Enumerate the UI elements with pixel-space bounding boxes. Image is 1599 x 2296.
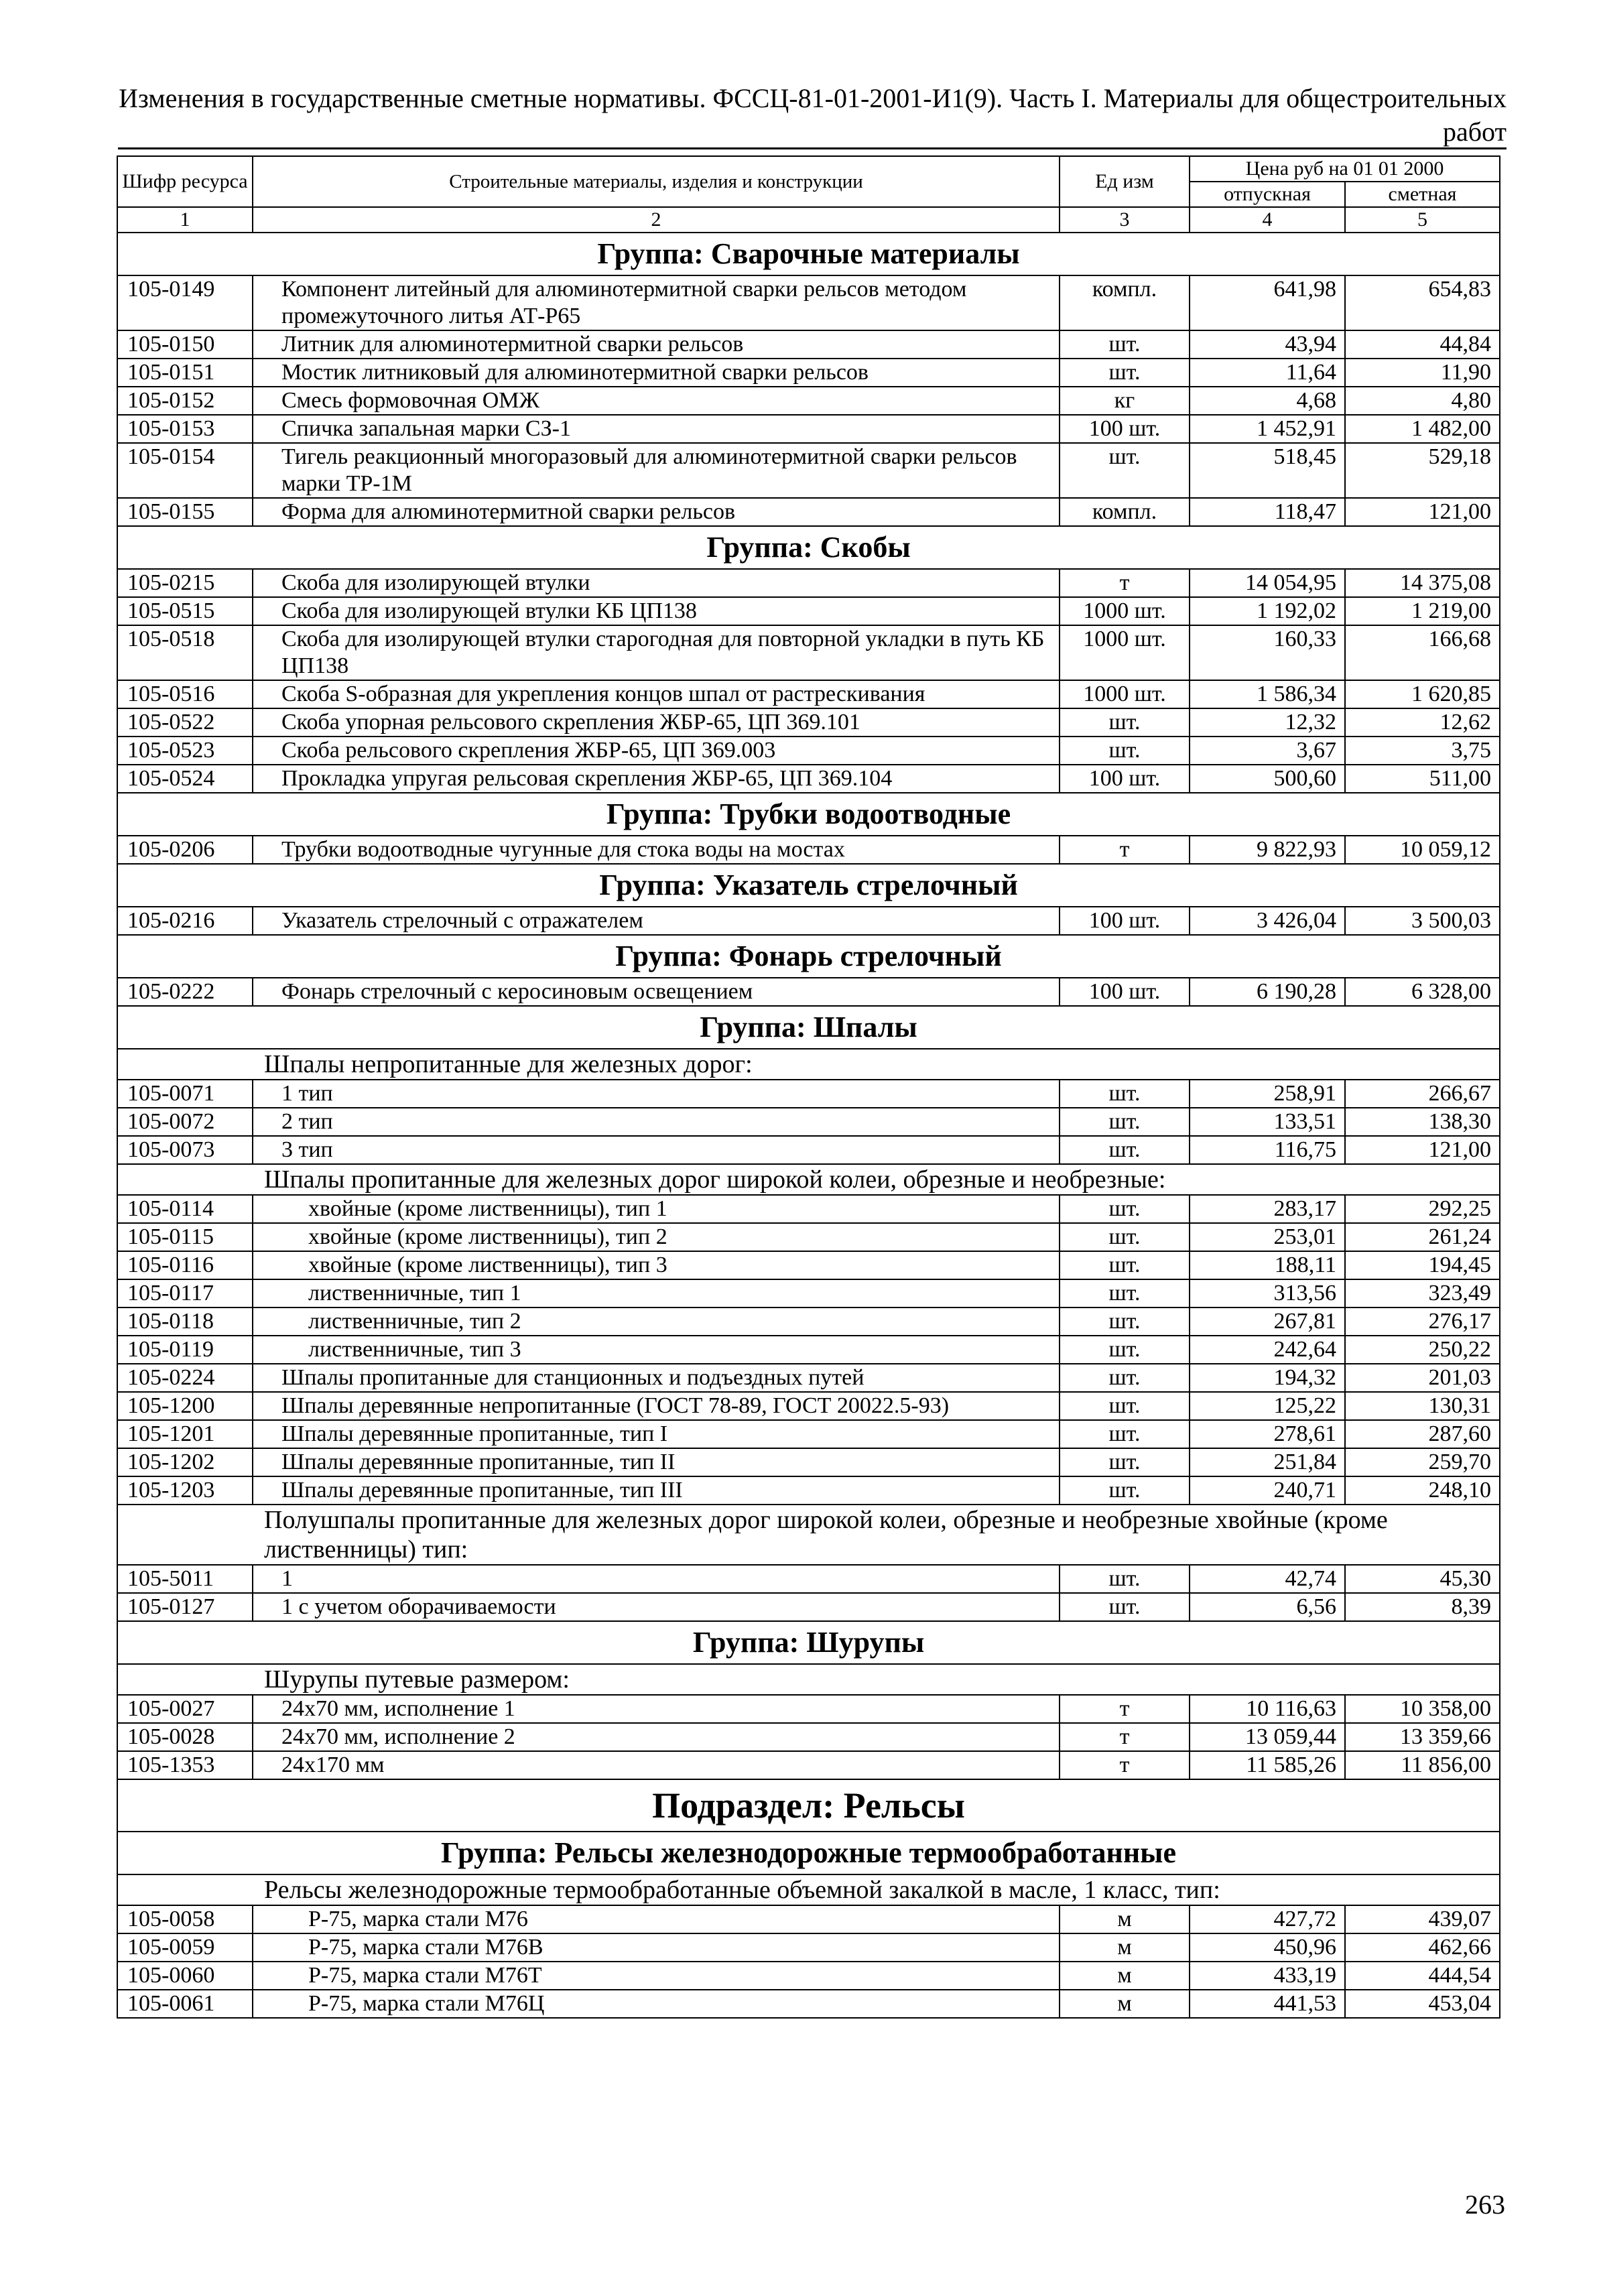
material-name: Р-75, марка стали М76В bbox=[253, 1933, 1060, 1962]
material-name: Трубки водоотводные чугунные для стока воды на мостах bbox=[253, 836, 1060, 864]
table-row bbox=[117, 1279, 1500, 1308]
estimate-price: 201,03 bbox=[1345, 1364, 1500, 1392]
unit-cell: т bbox=[1060, 569, 1190, 597]
estimate-price: 3 500,03 bbox=[1345, 907, 1500, 935]
price-table bbox=[117, 155, 1500, 2019]
estimate-price: 654,83 bbox=[1345, 275, 1500, 330]
material-name: Смесь формовочная ОМЖ bbox=[253, 387, 1060, 415]
unit-cell: 1000 шт. bbox=[1060, 680, 1190, 708]
resource-code: 105-0151 bbox=[117, 359, 253, 387]
resource-code: 105-1202 bbox=[117, 1448, 253, 1476]
group-heading-row bbox=[117, 233, 1500, 275]
table-row bbox=[117, 737, 1500, 765]
material-name: Фонарь стрелочный с керосиновым освещением bbox=[253, 978, 1060, 1006]
group-heading: Группа: Трубки водоотводные bbox=[117, 793, 1500, 836]
table-row bbox=[117, 1195, 1500, 1223]
release-price: 6,56 bbox=[1190, 1593, 1345, 1621]
table-body bbox=[117, 233, 1500, 2018]
material-name: Компонент литейный для алюминотермитной сварки рельсов методом промежуточного литья АТ-Р65 bbox=[253, 275, 1060, 330]
estimate-price: 45,30 bbox=[1345, 1565, 1500, 1593]
group-heading-row bbox=[117, 864, 1500, 907]
unit-cell: 100 шт. bbox=[1060, 765, 1190, 793]
estimate-price: 4,80 bbox=[1345, 387, 1500, 415]
resource-code: 105-5011 bbox=[117, 1565, 253, 1593]
release-price: 6 190,28 bbox=[1190, 978, 1345, 1006]
estimate-price: 444,54 bbox=[1345, 1962, 1500, 1990]
estimate-price: 130,31 bbox=[1345, 1392, 1500, 1420]
table-row bbox=[117, 569, 1500, 597]
release-price: 251,84 bbox=[1190, 1448, 1345, 1476]
resource-code: 105-0522 bbox=[117, 708, 253, 737]
material-name: Скоба для изолирующей втулки КБ ЦП138 bbox=[253, 597, 1060, 625]
table-row bbox=[117, 907, 1500, 935]
resource-code: 105-1201 bbox=[117, 1420, 253, 1448]
unit-cell: шт. bbox=[1060, 1279, 1190, 1308]
subheading-row bbox=[117, 1164, 1500, 1195]
column-number-row bbox=[117, 207, 1500, 233]
unit-cell: компл. bbox=[1060, 498, 1190, 526]
unit-cell: м bbox=[1060, 1933, 1190, 1962]
subheading-text: Рельсы железнодорожные термообработанные объемной закалкой в масле, 1 класс, тип: bbox=[117, 1874, 1500, 1905]
table-row bbox=[117, 1593, 1500, 1621]
material-name: Р-75, марка стали М76Ц bbox=[253, 1990, 1060, 2018]
column-number: 4 bbox=[1190, 207, 1345, 233]
release-price: 278,61 bbox=[1190, 1420, 1345, 1448]
table-row bbox=[117, 498, 1500, 526]
header-estimate-price: сметная bbox=[1345, 182, 1500, 207]
header-code: Шифр ресурса bbox=[117, 156, 253, 207]
unit-cell: шт. bbox=[1060, 1336, 1190, 1364]
estimate-price: 3,75 bbox=[1345, 737, 1500, 765]
release-price: 253,01 bbox=[1190, 1223, 1345, 1251]
material-name: лиственничные, тип 3 bbox=[253, 1336, 1060, 1364]
subheading-text: Шпалы непропитанные для железных дорог: bbox=[117, 1049, 1500, 1080]
header-price: Цена руб на 01 01 2000 bbox=[1190, 156, 1500, 182]
table-row bbox=[117, 330, 1500, 359]
unit-cell: шт. bbox=[1060, 1223, 1190, 1251]
table-row bbox=[117, 625, 1500, 680]
estimate-price: 194,45 bbox=[1345, 1251, 1500, 1279]
column-number: 3 bbox=[1060, 207, 1190, 233]
release-price: 500,60 bbox=[1190, 765, 1345, 793]
estimate-price: 1 620,85 bbox=[1345, 680, 1500, 708]
resource-code: 105-0224 bbox=[117, 1364, 253, 1392]
table-row bbox=[117, 1476, 1500, 1505]
release-price: 10 116,63 bbox=[1190, 1695, 1345, 1723]
unit-cell: шт. bbox=[1060, 1565, 1190, 1593]
header-rule bbox=[118, 147, 1507, 149]
resource-code: 105-0150 bbox=[117, 330, 253, 359]
release-price: 194,32 bbox=[1190, 1364, 1345, 1392]
table-header-row bbox=[117, 156, 1500, 182]
table-row bbox=[117, 1565, 1500, 1593]
estimate-price: 121,00 bbox=[1345, 498, 1500, 526]
table-row bbox=[117, 680, 1500, 708]
table-row bbox=[117, 387, 1500, 415]
page-number: 263 bbox=[1465, 2189, 1505, 2220]
unit-cell: шт. bbox=[1060, 1420, 1190, 1448]
release-price: 11,64 bbox=[1190, 359, 1345, 387]
resource-code: 105-0115 bbox=[117, 1223, 253, 1251]
resource-code: 105-0518 bbox=[117, 625, 253, 680]
table-row bbox=[117, 1392, 1500, 1420]
release-price: 283,17 bbox=[1190, 1195, 1345, 1223]
resource-code: 105-0119 bbox=[117, 1336, 253, 1364]
group-heading: Группа: Указатель стрелочный bbox=[117, 864, 1500, 907]
resource-code: 105-0116 bbox=[117, 1251, 253, 1279]
estimate-price: 248,10 bbox=[1345, 1476, 1500, 1505]
table-row bbox=[117, 1962, 1500, 1990]
release-price: 1 192,02 bbox=[1190, 597, 1345, 625]
group-heading-row bbox=[117, 1006, 1500, 1049]
resource-code: 105-0117 bbox=[117, 1279, 253, 1308]
material-name: 24х70 мм, исполнение 2 bbox=[253, 1723, 1060, 1751]
material-name: 2 тип bbox=[253, 1108, 1060, 1136]
material-name: 3 тип bbox=[253, 1136, 1060, 1164]
table-row bbox=[117, 415, 1500, 443]
group-heading: Группа: Шурупы bbox=[117, 1621, 1500, 1664]
estimate-price: 8,39 bbox=[1345, 1593, 1500, 1621]
subheading-text: Шурупы путевые размером: bbox=[117, 1664, 1500, 1695]
release-price: 1 452,91 bbox=[1190, 415, 1345, 443]
material-name: 1 bbox=[253, 1565, 1060, 1593]
material-name: Скоба упорная рельсового скрепления ЖБР-65, ЦП 369.101 bbox=[253, 708, 1060, 737]
resource-code: 105-1203 bbox=[117, 1476, 253, 1505]
release-price: 441,53 bbox=[1190, 1990, 1345, 2018]
material-name: 24х70 мм, исполнение 1 bbox=[253, 1695, 1060, 1723]
resource-code: 105-0153 bbox=[117, 415, 253, 443]
resource-code: 105-0216 bbox=[117, 907, 253, 935]
estimate-price: 1 219,00 bbox=[1345, 597, 1500, 625]
table-row bbox=[117, 1108, 1500, 1136]
unit-cell: м bbox=[1060, 1990, 1190, 2018]
unit-cell: шт. bbox=[1060, 1448, 1190, 1476]
table-row bbox=[117, 359, 1500, 387]
table-row bbox=[117, 1448, 1500, 1476]
resource-code: 105-0524 bbox=[117, 765, 253, 793]
unit-cell: шт. bbox=[1060, 1364, 1190, 1392]
material-name: Скоба S-образная для укрепления концов шпал от растрескивания bbox=[253, 680, 1060, 708]
subheading-text: Шпалы пропитанные для железных дорог широкой колеи, обрезные и необрезные: bbox=[117, 1164, 1500, 1195]
table-row bbox=[117, 1751, 1500, 1779]
column-number: 2 bbox=[253, 207, 1060, 233]
estimate-price: 138,30 bbox=[1345, 1108, 1500, 1136]
material-name: Указатель стрелочный с отражателем bbox=[253, 907, 1060, 935]
resource-code: 105-0516 bbox=[117, 680, 253, 708]
material-name: хвойные (кроме лиственницы), тип 2 bbox=[253, 1223, 1060, 1251]
subheading-row bbox=[117, 1664, 1500, 1695]
table-row bbox=[117, 836, 1500, 864]
group-heading: Группа: Скобы bbox=[117, 526, 1500, 569]
material-name: Мостик литниковый для алюминотермитной сварки рельсов bbox=[253, 359, 1060, 387]
estimate-price: 259,70 bbox=[1345, 1448, 1500, 1476]
material-name: Шпалы деревянные непропитанные (ГОСТ 78-89, ГОСТ 20022.5-93) bbox=[253, 1392, 1060, 1420]
material-name: Прокладка упругая рельсовая скрепления ЖБР-65, ЦП 369.104 bbox=[253, 765, 1060, 793]
estimate-price: 14 375,08 bbox=[1345, 569, 1500, 597]
unit-cell: шт. bbox=[1060, 1476, 1190, 1505]
release-price: 14 054,95 bbox=[1190, 569, 1345, 597]
table-row bbox=[117, 1990, 1500, 2018]
table-row bbox=[117, 1223, 1500, 1251]
release-price: 118,47 bbox=[1190, 498, 1345, 526]
table-row bbox=[117, 1723, 1500, 1751]
table-row bbox=[117, 1136, 1500, 1164]
material-name: 24х170 мм bbox=[253, 1751, 1060, 1779]
table-row bbox=[117, 708, 1500, 737]
table-row bbox=[117, 275, 1500, 330]
header-release-price: отпускная bbox=[1190, 182, 1345, 207]
release-price: 641,98 bbox=[1190, 275, 1345, 330]
estimate-price: 453,04 bbox=[1345, 1990, 1500, 2018]
group-heading-row bbox=[117, 526, 1500, 569]
material-name: лиственничные, тип 1 bbox=[253, 1279, 1060, 1308]
release-price: 116,75 bbox=[1190, 1136, 1345, 1164]
estimate-price: 287,60 bbox=[1345, 1420, 1500, 1448]
release-price: 12,32 bbox=[1190, 708, 1345, 737]
resource-code: 105-0059 bbox=[117, 1933, 253, 1962]
unit-cell: шт. bbox=[1060, 359, 1190, 387]
column-number: 1 bbox=[117, 207, 253, 233]
release-price: 160,33 bbox=[1190, 625, 1345, 680]
material-name: Шпалы деревянные пропитанные, тип III bbox=[253, 1476, 1060, 1505]
unit-cell: т bbox=[1060, 1751, 1190, 1779]
material-name: хвойные (кроме лиственницы), тип 3 bbox=[253, 1251, 1060, 1279]
resource-code: 105-0071 bbox=[117, 1080, 253, 1108]
unit-cell: шт. bbox=[1060, 443, 1190, 498]
table-row bbox=[117, 765, 1500, 793]
resource-code: 105-0061 bbox=[117, 1990, 253, 2018]
release-price: 450,96 bbox=[1190, 1933, 1345, 1962]
resource-code: 105-0118 bbox=[117, 1308, 253, 1336]
release-price: 242,64 bbox=[1190, 1336, 1345, 1364]
estimate-price: 10 059,12 bbox=[1345, 836, 1500, 864]
resource-code: 105-0073 bbox=[117, 1136, 253, 1164]
material-name: хвойные (кроме лиственницы), тип 1 bbox=[253, 1195, 1060, 1223]
estimate-price: 261,24 bbox=[1345, 1223, 1500, 1251]
subheading-text: Полушпалы пропитанные для железных дорог широкой колеи, обрезные и необрезные хвойные (кроме лиственницы) тип: bbox=[117, 1505, 1500, 1565]
estimate-price: 11,90 bbox=[1345, 359, 1500, 387]
unit-cell: 1000 шт. bbox=[1060, 597, 1190, 625]
resource-code: 105-0127 bbox=[117, 1593, 253, 1621]
release-price: 427,72 bbox=[1190, 1905, 1345, 1933]
estimate-price: 462,66 bbox=[1345, 1933, 1500, 1962]
release-price: 3,67 bbox=[1190, 737, 1345, 765]
unit-cell: компл. bbox=[1060, 275, 1190, 330]
estimate-price: 250,22 bbox=[1345, 1336, 1500, 1364]
group-heading-row bbox=[117, 1832, 1500, 1874]
table-row bbox=[117, 1933, 1500, 1962]
resource-code: 105-0523 bbox=[117, 737, 253, 765]
table-row bbox=[117, 1308, 1500, 1336]
material-name: Шпалы пропитанные для станционных и подъездных путей bbox=[253, 1364, 1060, 1392]
material-name: Литник для алюминотермитной сварки рельсов bbox=[253, 330, 1060, 359]
unit-cell: шт. bbox=[1060, 1195, 1190, 1223]
resource-code: 105-0058 bbox=[117, 1905, 253, 1933]
subheading-row bbox=[117, 1049, 1500, 1080]
estimate-price: 121,00 bbox=[1345, 1136, 1500, 1164]
subsection-heading-row bbox=[117, 1779, 1500, 1832]
resource-code: 105-0152 bbox=[117, 387, 253, 415]
table-row bbox=[117, 1695, 1500, 1723]
release-price: 258,91 bbox=[1190, 1080, 1345, 1108]
unit-cell: 100 шт. bbox=[1060, 415, 1190, 443]
table-row bbox=[117, 1364, 1500, 1392]
unit-cell: т bbox=[1060, 1695, 1190, 1723]
material-name: Тигель реакционный многоразовый для алюминотермитной сварки рельсов марки ТР-1М bbox=[253, 443, 1060, 498]
estimate-price: 13 359,66 bbox=[1345, 1723, 1500, 1751]
column-number: 5 bbox=[1345, 207, 1500, 233]
unit-cell: шт. bbox=[1060, 1136, 1190, 1164]
resource-code: 105-0515 bbox=[117, 597, 253, 625]
unit-cell: шт. bbox=[1060, 1080, 1190, 1108]
table-row bbox=[117, 978, 1500, 1006]
material-name: 1 с учетом оборачиваемости bbox=[253, 1593, 1060, 1621]
resource-code: 105-0060 bbox=[117, 1962, 253, 1990]
resource-code: 105-0114 bbox=[117, 1195, 253, 1223]
material-name: Шпалы деревянные пропитанные, тип II bbox=[253, 1448, 1060, 1476]
estimate-price: 12,62 bbox=[1345, 708, 1500, 737]
release-price: 13 059,44 bbox=[1190, 1723, 1345, 1751]
release-price: 267,81 bbox=[1190, 1308, 1345, 1336]
material-name: Шпалы деревянные пропитанные, тип I bbox=[253, 1420, 1060, 1448]
material-name: Форма для алюминотермитной сварки рельсов bbox=[253, 498, 1060, 526]
release-price: 1 586,34 bbox=[1190, 680, 1345, 708]
table-row bbox=[117, 1336, 1500, 1364]
estimate-price: 6 328,00 bbox=[1345, 978, 1500, 1006]
resource-code: 105-0027 bbox=[117, 1695, 253, 1723]
header-unit: Ед изм bbox=[1060, 156, 1190, 207]
estimate-price: 292,25 bbox=[1345, 1195, 1500, 1223]
resource-code: 105-0154 bbox=[117, 443, 253, 498]
resource-code: 105-1353 bbox=[117, 1751, 253, 1779]
group-heading-row bbox=[117, 935, 1500, 978]
page-header: Изменения в государственные сметные нормативы. ФССЦ-81-01-2001-И1(9). Часть I. Материалы для общестроительных работ bbox=[119, 83, 1507, 147]
material-name: 1 тип bbox=[253, 1080, 1060, 1108]
release-price: 11 585,26 bbox=[1190, 1751, 1345, 1779]
table-row bbox=[117, 597, 1500, 625]
group-heading-row bbox=[117, 1621, 1500, 1664]
material-name: лиственничные, тип 2 bbox=[253, 1308, 1060, 1336]
resource-code: 105-0028 bbox=[117, 1723, 253, 1751]
subsection-heading: Подраздел: Рельсы bbox=[117, 1779, 1500, 1832]
resource-code: 105-1200 bbox=[117, 1392, 253, 1420]
release-price: 9 822,93 bbox=[1190, 836, 1345, 864]
table-row bbox=[117, 443, 1500, 498]
estimate-price: 323,49 bbox=[1345, 1279, 1500, 1308]
unit-cell: шт. bbox=[1060, 1251, 1190, 1279]
material-name: Скоба рельсового скрепления ЖБР-65, ЦП 369.003 bbox=[253, 737, 1060, 765]
release-price: 433,19 bbox=[1190, 1962, 1345, 1990]
estimate-price: 276,17 bbox=[1345, 1308, 1500, 1336]
release-price: 188,11 bbox=[1190, 1251, 1345, 1279]
group-heading-row bbox=[117, 793, 1500, 836]
release-price: 3 426,04 bbox=[1190, 907, 1345, 935]
estimate-price: 166,68 bbox=[1345, 625, 1500, 680]
release-price: 133,51 bbox=[1190, 1108, 1345, 1136]
group-heading: Группа: Сварочные материалы bbox=[117, 233, 1500, 275]
unit-cell: т bbox=[1060, 836, 1190, 864]
table-row bbox=[117, 1420, 1500, 1448]
estimate-price: 439,07 bbox=[1345, 1905, 1500, 1933]
release-price: 42,74 bbox=[1190, 1565, 1345, 1593]
unit-cell: шт. bbox=[1060, 1392, 1190, 1420]
unit-cell: шт. bbox=[1060, 1308, 1190, 1336]
material-name: Спичка запальная марки СЗ-1 bbox=[253, 415, 1060, 443]
material-name: Р-75, марка стали М76 bbox=[253, 1905, 1060, 1933]
group-heading: Группа: Рельсы железнодорожные термообработанные bbox=[117, 1832, 1500, 1874]
unit-cell: шт. bbox=[1060, 1108, 1190, 1136]
estimate-price: 10 358,00 bbox=[1345, 1695, 1500, 1723]
unit-cell: шт. bbox=[1060, 737, 1190, 765]
unit-cell: м bbox=[1060, 1905, 1190, 1933]
unit-cell: м bbox=[1060, 1962, 1190, 1990]
estimate-price: 529,18 bbox=[1345, 443, 1500, 498]
table-row bbox=[117, 1080, 1500, 1108]
estimate-price: 511,00 bbox=[1345, 765, 1500, 793]
header-name: Строительные материалы, изделия и конструкции bbox=[253, 156, 1060, 207]
unit-cell: т bbox=[1060, 1723, 1190, 1751]
unit-cell: кг bbox=[1060, 387, 1190, 415]
resource-code: 105-0206 bbox=[117, 836, 253, 864]
subheading-row bbox=[117, 1874, 1500, 1905]
estimate-price: 266,67 bbox=[1345, 1080, 1500, 1108]
resource-code: 105-0215 bbox=[117, 569, 253, 597]
release-price: 518,45 bbox=[1190, 443, 1345, 498]
table-row bbox=[117, 1251, 1500, 1279]
resource-code: 105-0222 bbox=[117, 978, 253, 1006]
material-name: Скоба для изолирующей втулки bbox=[253, 569, 1060, 597]
release-price: 313,56 bbox=[1190, 1279, 1345, 1308]
table-row bbox=[117, 1905, 1500, 1933]
unit-cell: шт. bbox=[1060, 330, 1190, 359]
unit-cell: 100 шт. bbox=[1060, 978, 1190, 1006]
unit-cell: 100 шт. bbox=[1060, 907, 1190, 935]
group-heading: Группа: Шпалы bbox=[117, 1006, 1500, 1049]
estimate-price: 1 482,00 bbox=[1345, 415, 1500, 443]
group-heading: Группа: Фонарь стрелочный bbox=[117, 935, 1500, 978]
material-name: Р-75, марка стали М76Т bbox=[253, 1962, 1060, 1990]
unit-cell: шт. bbox=[1060, 708, 1190, 737]
estimate-price: 44,84 bbox=[1345, 330, 1500, 359]
release-price: 240,71 bbox=[1190, 1476, 1345, 1505]
resource-code: 105-0072 bbox=[117, 1108, 253, 1136]
subheading-row bbox=[117, 1505, 1500, 1565]
release-price: 125,22 bbox=[1190, 1392, 1345, 1420]
unit-cell: шт. bbox=[1060, 1593, 1190, 1621]
material-name: Скоба для изолирующей втулки старогодная для повторной укладки в путь КБ ЦП138 bbox=[253, 625, 1060, 680]
estimate-price: 11 856,00 bbox=[1345, 1751, 1500, 1779]
resource-code: 105-0149 bbox=[117, 275, 253, 330]
resource-code: 105-0155 bbox=[117, 498, 253, 526]
release-price: 4,68 bbox=[1190, 387, 1345, 415]
release-price: 43,94 bbox=[1190, 330, 1345, 359]
unit-cell: 1000 шт. bbox=[1060, 625, 1190, 680]
